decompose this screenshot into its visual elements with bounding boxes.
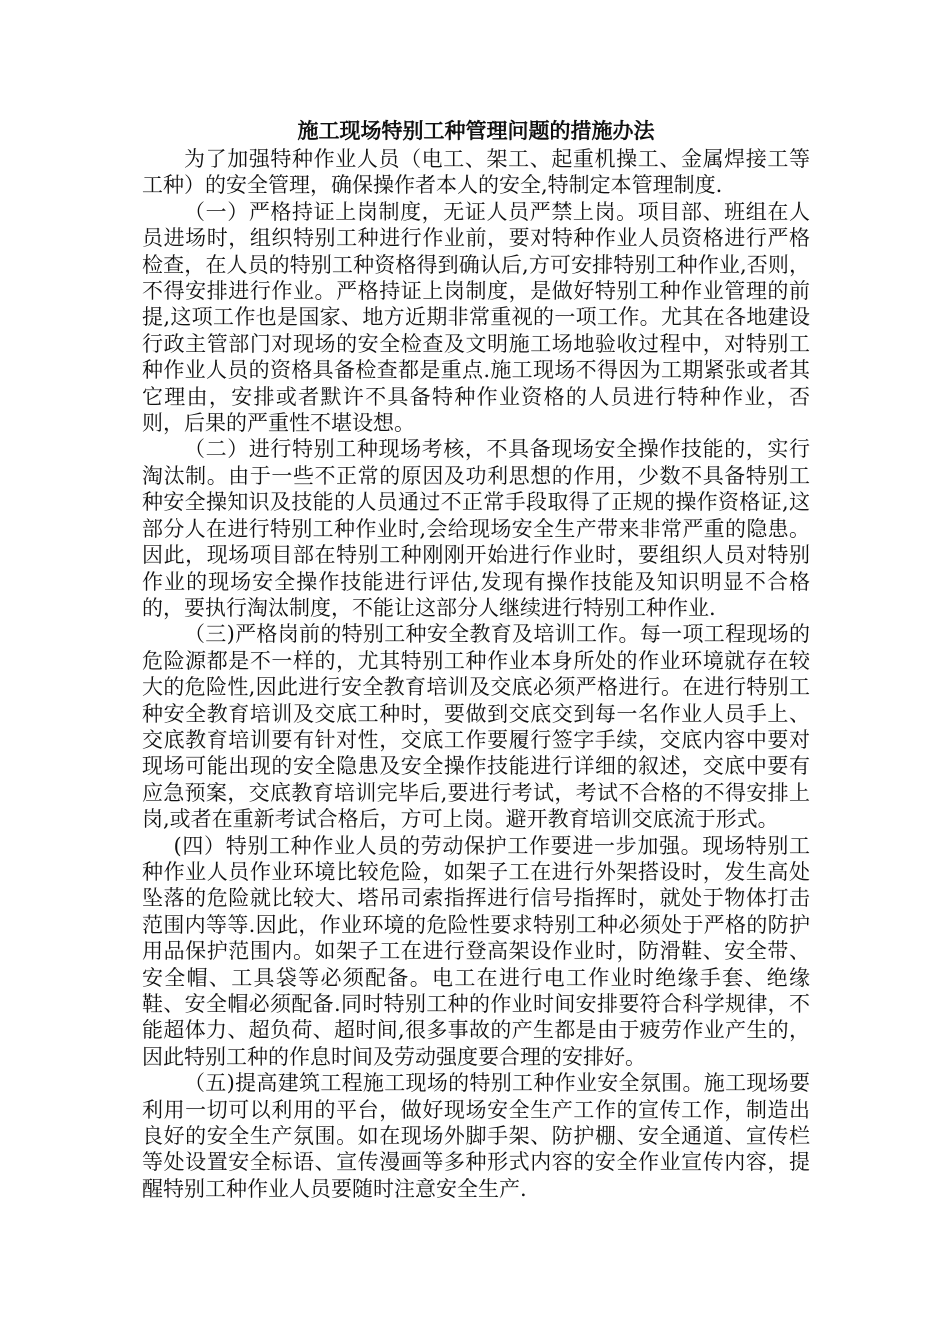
paragraph-section-1: （一）严格持证上岗制度，无证人员严禁上岗。项目部、班组在人员进场时，组织特别工种进行作业前，要对特种作业人员资格进行严格检查，在人员的特别工种资格得到确认后,方可安排特别工种作业,否则，不得安排进行作业。严格持证上岗制度，是做好特别工种作业管理的前提,这项工作也是国家、地方近期非常重视的一项工作。尤其在各地建设行政主管部门对现场的安全检查及文明施工场地验收过程中，对特别工种作业人员的资格具备检查都是重点.施工现场不得因为工期紧张或者其它理由，安排或者默许不具备特种作业资格的人员进行特种作业，否则，后果的严重性不堪设想。 — [142, 199, 810, 436]
paragraph-intro: 为了加强特种作业人员（电工、架工、起重机操工、金属焊接工等工种）的安全管理，确保操作者本人的安全,特制定本管理制度. — [142, 147, 810, 198]
paragraph-section-3: （三)严格岗前的特别工种安全教育及培训工作。每一项工程现场的危险源都是不一样的，尤其特别工种作业本身所处的作业环境就存在较大的危险性,因此进行安全教育培训及交底必须严格进行。在进行特别工种安全教育培训及交底工种时，要做到交底交到每一名作业人员手上、交底教育培训要有针对性，交底工作要履行签字手续，交底内容中要对现场可能出现的安全隐患及安全操作技能进行详细的叙述，交底中要有应急预案，交底教育培训完毕后,要进行考试，考试不合格的不得安排上岗,或者在重新考试合格后，方可上岗。避开教育培训交底流于形式。 — [142, 622, 810, 832]
document-title: 施工现场特别工种管理问题的措施办法 — [297, 118, 655, 143]
document-page — [142, 118, 810, 1202]
paragraph-section-5: （五)提高建筑工程施工现场的特别工种作业安全氛围。施工现场要利用一切可以利用的平台，做好现场安全生产工作的宣传工作，制造出良好的安全生产氛围。如在现场外脚手架、防护棚、安全通道、宣传栏等处设置安全标语、宣传漫画等多种形式内容的安全作业宣传内容，提醒特别工种作业人员要随时注意安全生产. — [142, 1071, 810, 1201]
paragraph-section-4: (四）特别工种作业人员的劳动保护工作要进一步加强。现场特别工种作业人员作业环境比较危险，如架子工在进行外架搭设时，发生高处坠落的危险就比较大、塔吊司索指挥进行信号指挥时，就处于物体打击范围内等等.因此，作业环境的危险性要求特别工种必须处于严格的防护用品保护范围内。如架子工在进行登高架设作业时，防滑鞋、安全带、安全帽、工具袋等必须配备。电工在进行电工作业时绝缘手套、绝缘鞋、安全帽必须配备.同时特别工种的作业时间安排要符合科学规律，不能超体力、超负荷、超时间,很多事故的产生都是由于疲劳作业产生的，因此特别工种的作息时间及劳动强度要合理的安排好。 — [142, 833, 810, 1069]
paragraph-section-2: （二）进行特别工种现场考核，不具备现场安全操作技能的，实行淘汰制。由于一些不正常的原因及功利思想的作用，少数不具备特别工种安全操知识及技能的人员通过不正常手段取得了正规的操作资格证,这部分人在进行特别工种作业时,会给现场安全生产带来非常严重的隐患。因此，现场项目部在特别工种刚刚开始进行作业时，要组织人员对特别作业的现场安全操作技能进行评估,发现有操作技能及知识明显不合格的，要执行淘汰制度，不能让这部分人继续进行特别工种作业. — [142, 437, 810, 620]
